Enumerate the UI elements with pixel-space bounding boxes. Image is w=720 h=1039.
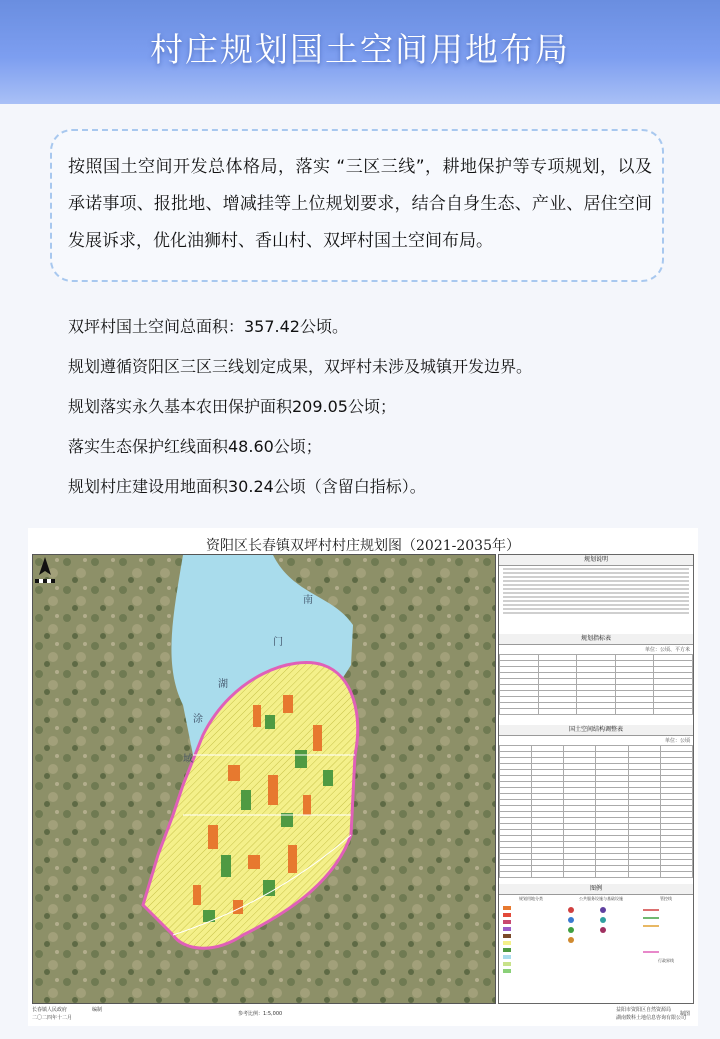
stat-three-zones: 规划遵循资阳区三区三线划定成果，双坪村未涉及城镇开发边界。 — [68, 357, 533, 376]
legend-col-landuse: 规划用地分类 — [519, 896, 543, 901]
footer-left-tag: 编制 — [92, 1007, 103, 1013]
map-side-panel — [498, 554, 694, 1004]
intro-text: 按照国土空间开发总体格局，落实 “三区三线”，耕地保护等专项规划，以及承诺事项、报批地、增减挂等上位规划要求，结合自身生态、产业、居住空间发展诉求，优化油狮村、香山村、双坪村国土空间布局。 — [68, 157, 652, 251]
place-label: 域 — [183, 754, 193, 765]
footer-left — [32, 1006, 72, 1022]
legend-boundary-label: 行政界线 — [658, 958, 674, 963]
north-arrow-icon — [33, 555, 57, 591]
indicator-table-title: 规划指标表 — [499, 634, 693, 645]
structure-unit: 单位：公顷 — [664, 738, 690, 744]
page-title: 村庄规划国土空间用地布局 — [150, 30, 570, 69]
planning-map-sheet — [28, 528, 698, 1026]
footer-right — [616, 1006, 686, 1022]
legend-col-facilities: 公共服务设施与基础设施 — [579, 896, 623, 901]
stat-farmland: 规划落实永久基本农田保护面积209.05公顷； — [68, 397, 396, 416]
map-frame[interactable] — [32, 554, 496, 1004]
legend-swatches — [499, 904, 693, 994]
notes-text-block — [499, 568, 693, 634]
notes-title: 规划说明 — [499, 555, 693, 566]
scale-text: 参考比例：1:5,000 — [238, 1011, 283, 1017]
footer-left-org: 长春镇人民政府 — [32, 1007, 68, 1013]
indicator-table — [499, 654, 693, 715]
footer-right-tag: 制图 — [680, 1011, 691, 1017]
place-label: 门 — [273, 637, 283, 648]
indicator-unit: 单位：公顷、平方米 — [644, 647, 690, 653]
stats-list — [68, 314, 688, 514]
legend — [499, 884, 693, 996]
place-label: 湖 — [218, 679, 228, 690]
footer-right-org2: 湖南数科土地信息咨询有限公司 — [616, 1015, 687, 1021]
title-banner — [0, 0, 720, 104]
place-label: 涂 — [193, 714, 203, 725]
legend-title: 图例 — [499, 884, 693, 895]
intro-box — [50, 129, 664, 282]
stat-total-area: 双坪村国土空间总面积：357.42公顷。 — [68, 317, 348, 336]
stat-ecology: 落实生态保护红线面积48.60公顷； — [68, 437, 322, 456]
structure-table — [499, 745, 693, 878]
stat-construction: 规划村庄建设用地面积30.24公顷（含留白指标）。 — [68, 477, 426, 496]
footer-right-org1: 益阳市资阳区自然资源局 — [616, 1007, 672, 1013]
land-use-map — [33, 555, 496, 1004]
footer-left-date: 二〇二四年十二月 — [32, 1015, 73, 1021]
map-title: 资阳区长春镇双坪村村庄规划图（2021-2035年） — [206, 538, 520, 554]
legend-col-controls: 管控线 — [660, 896, 672, 901]
structure-table-title: 国土空间结构调整表 — [499, 725, 693, 736]
place-label: 南 — [303, 595, 313, 606]
